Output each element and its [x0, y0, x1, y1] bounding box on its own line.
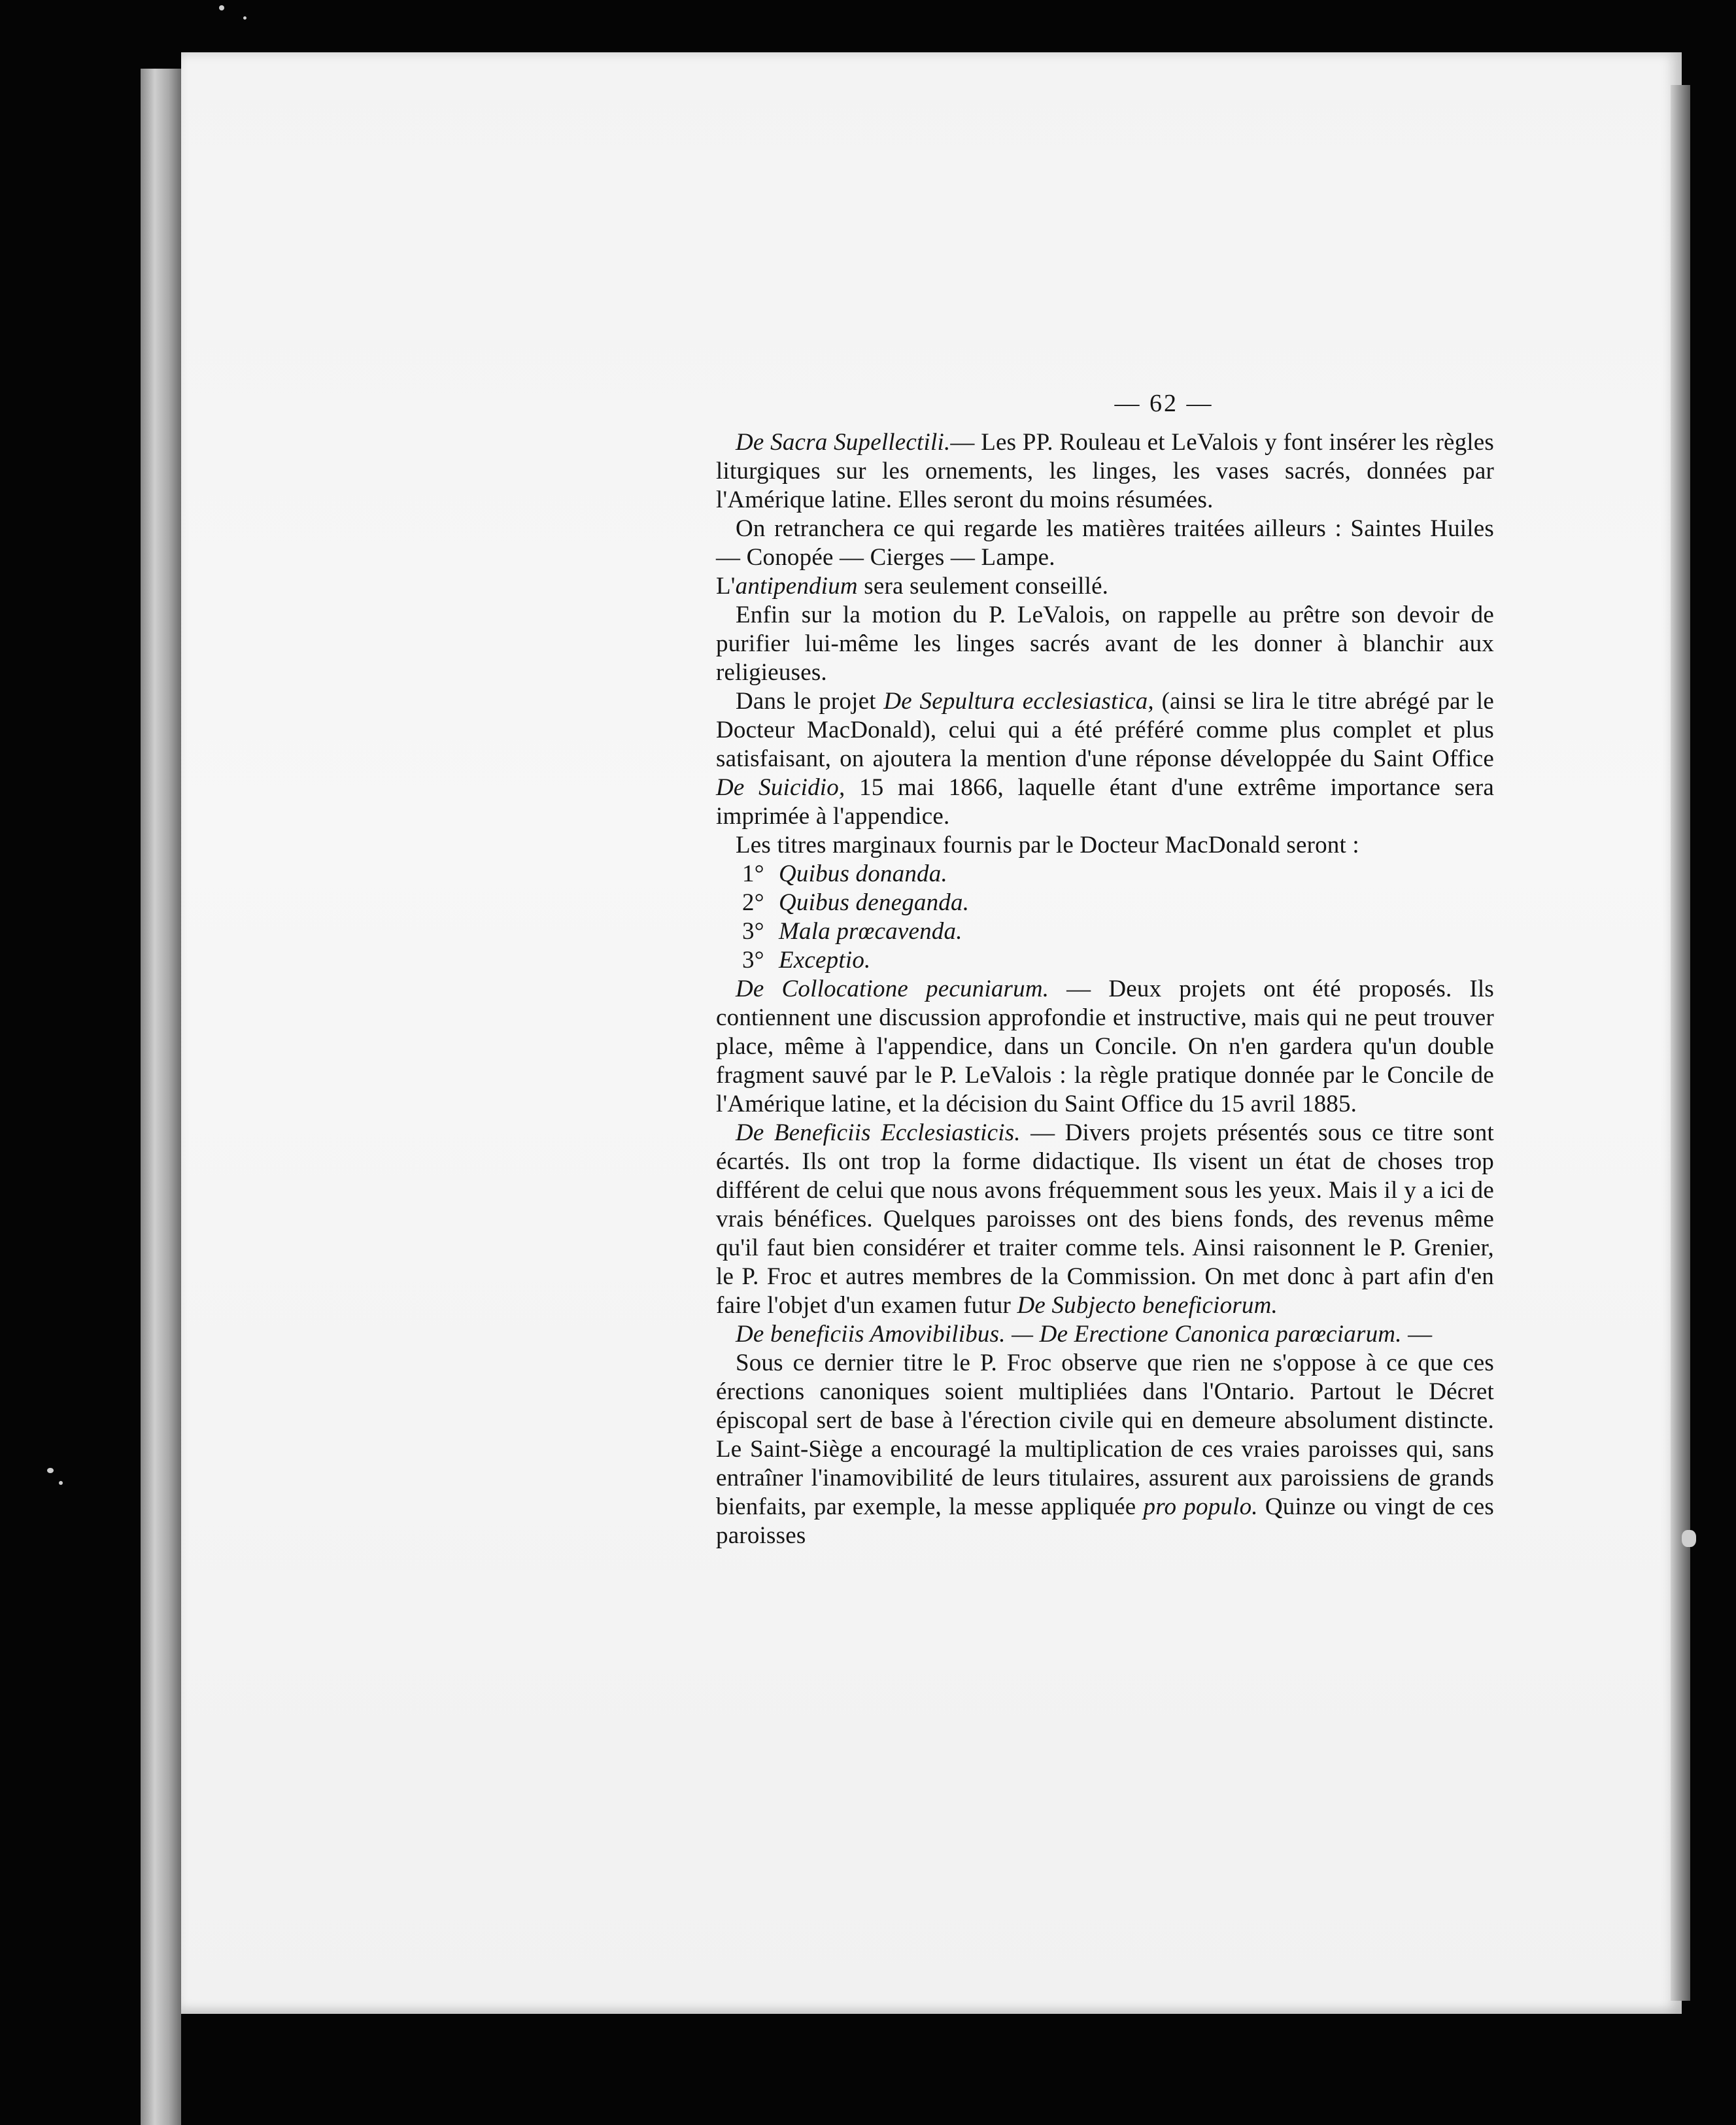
list-text: Quibus deneganda.: [779, 889, 970, 916]
film-edge-left: [141, 69, 181, 2125]
film-speck: [219, 5, 224, 10]
list-number: 3°: [742, 918, 764, 945]
list-text: Quibus donanda.: [779, 860, 947, 887]
page-right-edge: [1671, 85, 1690, 2001]
paragraph-text: On retranchera ce qui regarde les matières traitées ailleurs : Saintes Huiles — Conopée — Cierges — Lampe.: [716, 515, 1494, 571]
film-speck: [1682, 1530, 1696, 1547]
italic-term: pro populo.: [1143, 1493, 1258, 1520]
list-number: 2°: [742, 889, 764, 916]
paragraph-text: Quinze ou vingt de ces paroisses: [716, 1493, 1495, 1549]
paragraph-text: 15 mai 1866, laquelle étant d'une extrême importance sera imprimée à l'appendice.: [716, 774, 1494, 830]
paragraph-text: L': [716, 573, 736, 600]
italic-term: De Suicidio,: [716, 774, 845, 801]
paragraph: [716, 572, 1494, 601]
list-text: Exceptio.: [779, 947, 871, 974]
paragraph-text: Enfin sur la motion du P. LeValois, on rappelle au prêtre son devoir de purifier lui-même les linges sacrés avant de les donner à blanchir aux religieuses.: [716, 602, 1494, 686]
page-number: — 62 —: [1114, 390, 1214, 417]
paragraph-text: — Deux projets ont été proposés. Ils contiennent une discussion approfondie et instructive, mais qui ne peut trouver place, même à l'appendice, dans un Concile. On n'en gardera qu'un double fragment sauvé par le P. LeValois : la règle pratique donnée par le Concile de l'Amérique latine, et la décision du Saint Office du 15 avril 1885.: [716, 976, 1494, 1117]
italic-term: De Sepultura ecclesiastica,: [883, 688, 1154, 715]
paragraph: [716, 975, 1494, 1119]
paragraph: [716, 515, 1494, 572]
film-speck: [59, 1481, 63, 1485]
list-number: 3°: [742, 947, 764, 974]
paragraph: [716, 601, 1494, 687]
document-text: [716, 389, 1494, 1550]
paragraph-text: —: [1401, 1321, 1433, 1348]
paragraph: [716, 831, 1494, 860]
paragraph-text: (ainsi se lira le titre abrégé par le Docteur MacDonald), celui qui a été préféré comme plus complet et plus satisfaisant, on ajoutera la mention d'une réponse développée du Saint Office: [716, 688, 1495, 772]
paragraph: [716, 428, 1494, 515]
list-item: [716, 860, 1494, 889]
italic-term: De Subjecto beneficiorum.: [1017, 1292, 1278, 1319]
list-item: [716, 946, 1494, 975]
film-speck: [243, 16, 247, 20]
paragraph-text: — Divers projets présentés sous ce titre sont écartés. Ils ont trop la forme didactique. Ils visent un état de choses trop différent de celui que nous avons fréquemment sous les yeux. Mais il y a ici de vrais bénéfices. Quelques paroisses ont des biens fonds, des revenus même qu'il faut bien considérer et traiter comme tels. Ainsi raisonnent le P. Grenier, le P. Froc et autres membres de la Commission. On met donc à part afin d'en faire l'objet d'un examen futur: [716, 1119, 1494, 1319]
paragraph: [716, 687, 1494, 831]
section-heading: De Beneficiis Ecclesiasticis.: [736, 1119, 1021, 1146]
film-speck: [47, 1468, 54, 1473]
paragraph-text: — Les PP. Rouleau et LeValois y font insérer les règles liturgiques sur les ornements, les linges, les vases sacrés, données par l'Amérique latine. Elles seront du moins résumées.: [716, 429, 1494, 513]
list-item: [716, 889, 1494, 917]
list-item: [716, 917, 1494, 946]
list-number: 1°: [742, 860, 764, 887]
paragraph: [716, 1119, 1494, 1320]
section-heading: De Collocatione pecuniarum.: [736, 976, 1049, 1002]
list-text: Mala prœcavenda.: [779, 918, 962, 945]
italic-term: antipendium: [735, 573, 858, 600]
section-heading: De beneficiis Amovibilibus. — De Erectione Canonica parœciarum.: [736, 1321, 1402, 1348]
paragraph-text: Dans le projet: [736, 688, 884, 715]
paragraph: [716, 1349, 1494, 1550]
paragraph-text: sera seulement conseillé.: [857, 573, 1109, 600]
paragraph-text: Sous ce dernier titre le P. Froc observe que rien ne s'oppose à ce que ces érections canoniques soient multipliées dans l'Ontario. Partout le Décret épiscopal sert de base à l'érection civile qui en demeure absolument distincte. Le Saint-Siège a encouragé la multiplication de ces vraies paroisses qui, sans entraîner l'inamovibilité de leurs titulaires, assurent aux paroissiens de grands bienfaits, par exemple, la messe appliquée: [716, 1350, 1494, 1520]
paragraph-text: Les titres marginaux fournis par le Docteur MacDonald seront :: [736, 832, 1359, 858]
paragraph: [716, 1320, 1494, 1349]
section-heading: De Sacra Supellectili.: [736, 429, 951, 456]
